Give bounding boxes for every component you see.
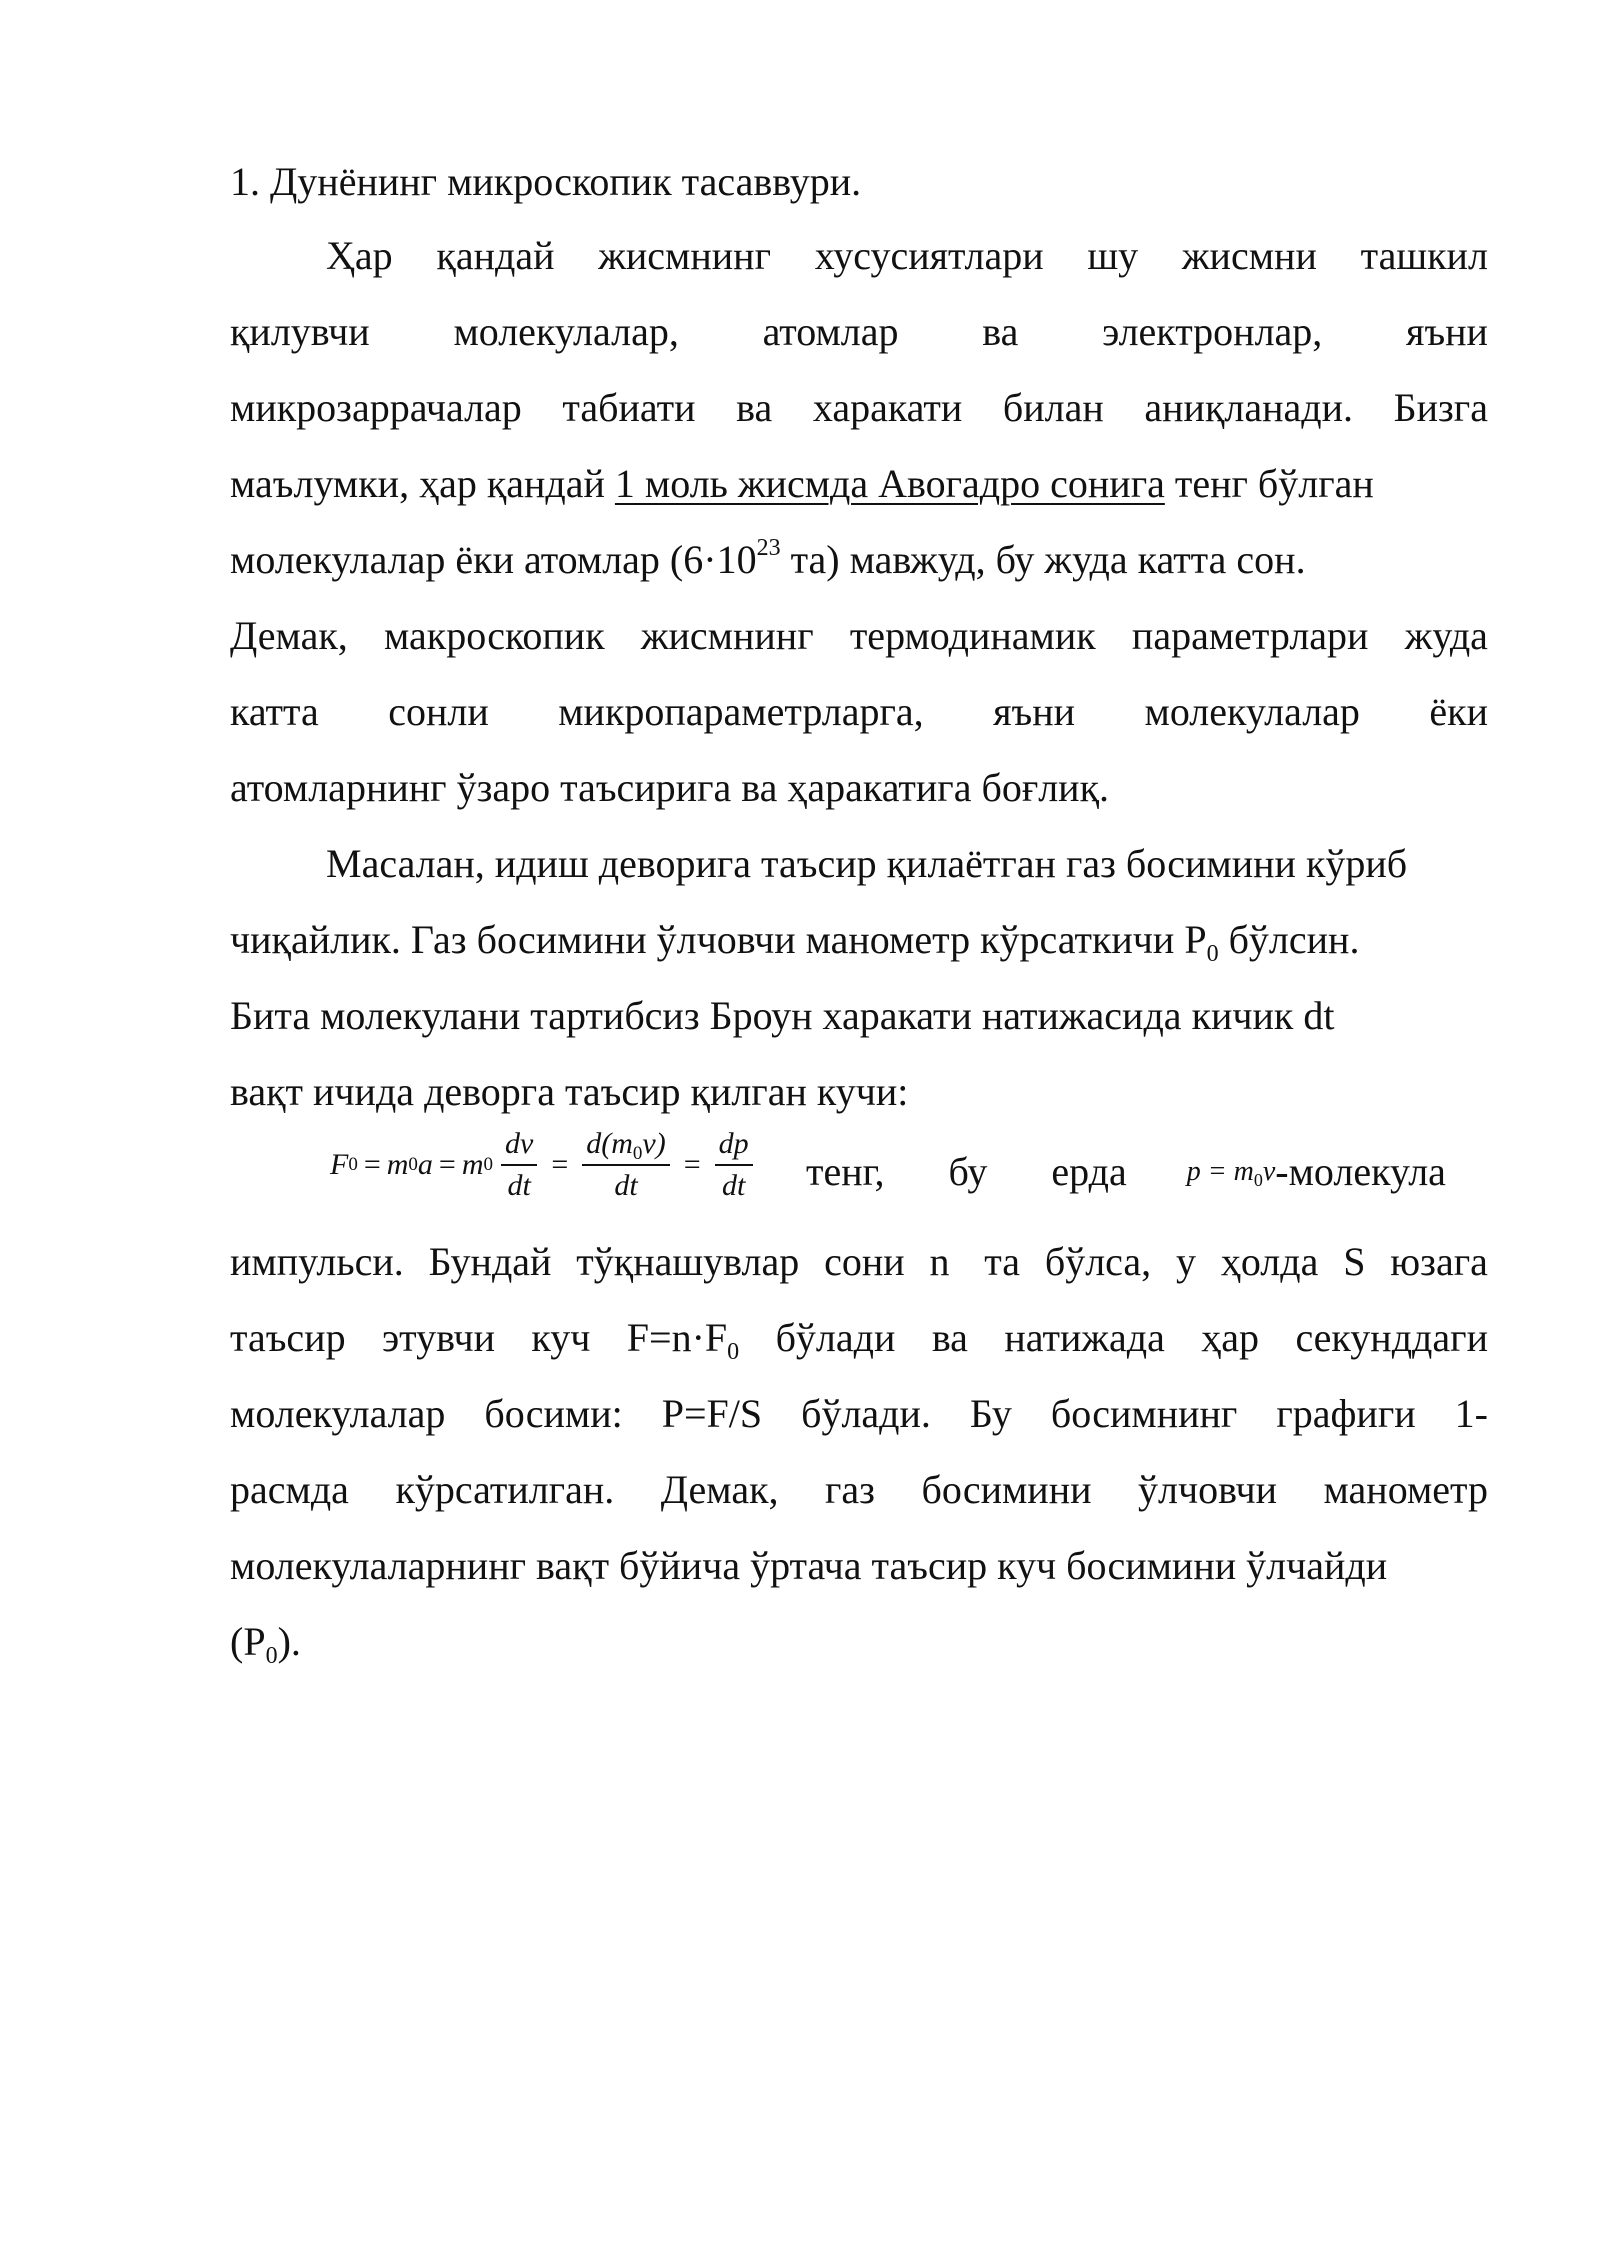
word: шу [1087, 233, 1139, 278]
word: ўлчовчи [1138, 1467, 1277, 1512]
paragraph-1-line-6 [230, 612, 1488, 660]
paragraph-2-line-1: Масалан, идиш деворига таъсир қилаётган газ босимини кўриб [326, 841, 1408, 886]
word: у [1176, 1239, 1196, 1284]
paragraph-1-line-4: маълумки, ҳар қандай 1 моль жисмда Авогадро сонига тенг бўлган [230, 461, 1374, 506]
underlined-phrase: 1 моль жисмда Авогадро сонига [614, 461, 1165, 506]
word: табиати [562, 385, 696, 430]
word: Бу [969, 1391, 1012, 1436]
fraction-dv-dt: $\frac{dv}{dt}$ [501, 1124, 537, 1206]
word: сони [824, 1239, 905, 1284]
word: билан [1002, 385, 1104, 430]
word: Демак, [230, 613, 348, 658]
paragraph-3-line-3 [230, 1390, 1488, 1438]
paragraph-3-line-5: молекулаларнинг вақт бўйича ўртача таъсир куч босимини ўлчайди [230, 1543, 1388, 1588]
word: микрозаррачалар [230, 385, 522, 430]
word: ташкил [1360, 233, 1488, 278]
word: Ҳар [326, 233, 393, 278]
paragraph-1-line-2 [230, 308, 1488, 356]
word: босими: [484, 1391, 623, 1436]
word: кўрсатилган. [395, 1467, 615, 1512]
paragraph-2-line-3: Бита молекулани тартибсиз Броун харакати натижасида кичик dt [230, 993, 1335, 1038]
word: ёки [1429, 689, 1488, 734]
word: параметрлари [1131, 613, 1369, 658]
word: яъни [993, 689, 1076, 734]
word: газ [825, 1467, 875, 1512]
word: тўқнашувлар [576, 1239, 800, 1284]
word: молекулалар, [453, 309, 679, 354]
force-formula: F 0 = m 0 a = m 0 $\frac{dv}{dt}$ = $\frac{d(m_0v)}{dt}$ = $\frac{dp}{dt}$ [330, 1110, 761, 1220]
word: термодинамик [849, 613, 1096, 658]
word: Бизга [1393, 385, 1488, 430]
paragraph-3-line-6: $(Р_0)$. [230, 1619, 301, 1669]
paragraph-1-line-5: молекулалар ёки атомлар ($6\cdot 10^{23}$ та) мавжуд, бу жуда катта сон. [230, 535, 1306, 582]
word: хусусиятлари [814, 233, 1044, 278]
word: молекулалар [1144, 689, 1360, 734]
paragraph-3-line-4 [230, 1466, 1488, 1514]
word: бўлади. [801, 1391, 931, 1436]
word: Бундай [428, 1239, 552, 1284]
word: ва [982, 309, 1019, 354]
paragraph-1-line-8: атомларнинг ўзаро таъсирига ва ҳаракатига боғлиқ. [230, 765, 1110, 810]
paragraph-1-line-7 [230, 688, 1488, 736]
word: n [929, 1239, 960, 1284]
word: ва [736, 385, 773, 430]
word: электронлар, [1102, 309, 1323, 354]
word: жисмнинг [640, 613, 814, 658]
word: босимнинг [1050, 1391, 1238, 1436]
momentum-definition: $p = m_0v$ [1186, 1156, 1276, 1190]
word: юзага [1390, 1239, 1488, 1284]
word: S [1343, 1239, 1366, 1284]
word: яъни [1406, 309, 1488, 354]
word: сонли [388, 689, 489, 734]
word: 1- [1454, 1391, 1488, 1436]
paragraph-1-line-3 [230, 384, 1488, 432]
paragraph-2-line-4: вақт ичида деворга таъсир қилган кучи: [230, 1069, 909, 1114]
word: жисмни [1181, 233, 1317, 278]
word: графиги [1276, 1391, 1416, 1436]
word: харакати [812, 385, 963, 430]
exponent: 23 [756, 535, 781, 561]
word: манометр [1323, 1467, 1488, 1512]
word: жисмнинг [598, 233, 771, 278]
word: атомлар [762, 309, 899, 354]
section-heading: 1. Дунёнинг микроскопик тасаввури. [230, 159, 862, 204]
paragraph-1-line-1 [326, 232, 1488, 280]
word: катта [230, 689, 319, 734]
word: P=F/S [661, 1391, 763, 1436]
word: ҳолда [1220, 1239, 1319, 1284]
paragraph-3-line-2: таъсир этувчи куч $F=n\cdot F_0$ бўлади ва натижада ҳар секунддаги [230, 1315, 1488, 1365]
word: қандай [436, 233, 555, 278]
word: жуда [1404, 613, 1488, 658]
fraction-dmv-dt: $\frac{d(m_0v)}{dt}$ [582, 1124, 669, 1206]
paragraph-2-line-2: чиқайлик. Газ босимини ўлчовчи манометр кўрсаткичи $Р_0$ бўлсин. [230, 917, 1360, 967]
word: микропараметрларга, [558, 689, 924, 734]
word: аниқланади. [1144, 385, 1354, 430]
word: бўлса, [1044, 1239, 1152, 1284]
word: макроскопик [384, 613, 605, 658]
word: қилувчи [230, 309, 370, 354]
word: та [984, 1239, 1021, 1284]
word: расмда [230, 1467, 349, 1512]
word: молекулалар [230, 1391, 446, 1436]
fraction-dp-dt: $\frac{dp}{dt}$ [715, 1124, 753, 1206]
word: Демак, [660, 1467, 779, 1512]
formula-trailing-text: тенг, бу ерда $p = m_0v$ -молекула [806, 1149, 1446, 1194]
word: импульси. [230, 1239, 404, 1284]
paragraph-3-line-1 [230, 1238, 1488, 1286]
word: босимини [921, 1467, 1092, 1512]
